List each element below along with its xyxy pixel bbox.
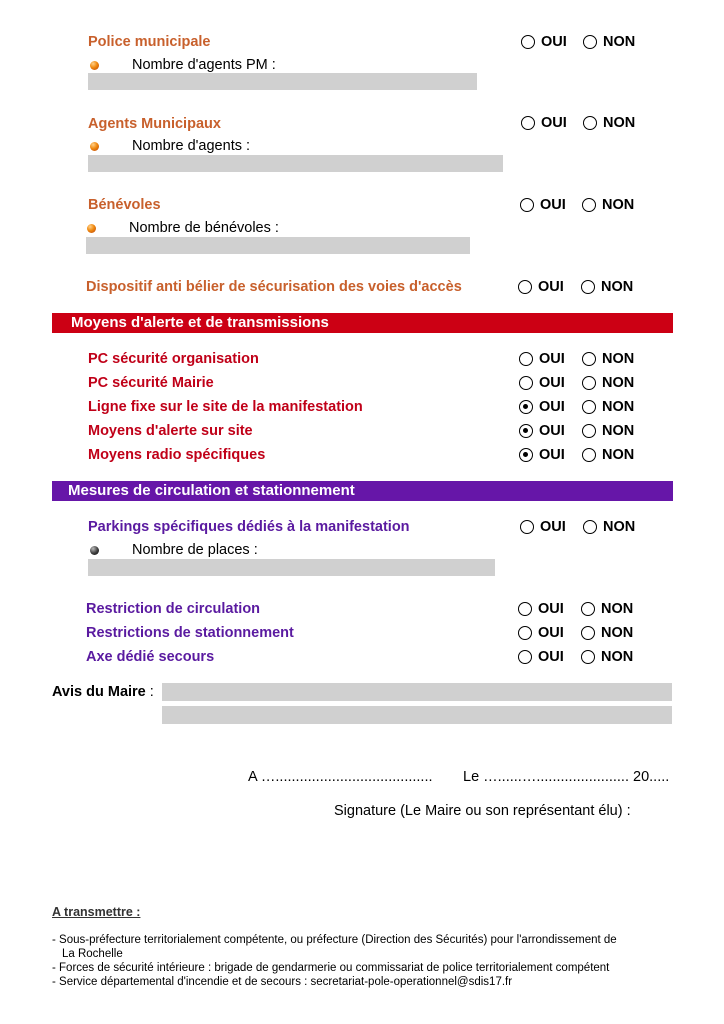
circ-0-non-radio[interactable]: [581, 602, 595, 616]
place-field[interactable]: A ….......................................: [248, 769, 433, 785]
transmettre-line: - Sous-préfecture territorialement compétente, ou préfecture (Direction des Sécurités) pour l'arrondissement de: [52, 934, 617, 946]
non-label: NON: [602, 375, 635, 391]
date-field[interactable]: Le …......…....................... 20.....: [463, 769, 670, 785]
non-label: NON: [602, 351, 635, 367]
police-non-label: NON: [603, 34, 636, 50]
non-label: NON: [602, 399, 635, 415]
bullet-icon: [87, 224, 96, 233]
alerte-item-label: Moyens radio spécifiques: [88, 447, 266, 463]
agents-count-field[interactable]: [88, 155, 503, 172]
section-circulation-title: Mesures de circulation et stationnement: [68, 482, 355, 499]
benevoles-oui-radio[interactable]: [520, 198, 534, 212]
belier-non-radio[interactable]: [581, 280, 595, 294]
belier-oui-radio[interactable]: [518, 280, 532, 294]
non-label: NON: [601, 601, 634, 617]
bullet-icon: [90, 546, 99, 555]
transmettre-line: - Forces de sécurité intérieure : brigade de gendarmerie ou commissariat de police territorialement compétent: [52, 962, 610, 974]
avis-field-line1[interactable]: [162, 683, 672, 701]
police-oui-radio[interactable]: [521, 35, 535, 49]
parkings-label: Parkings spécifiques dédiés à la manifestation: [88, 519, 410, 535]
circ-1-oui-radio[interactable]: [518, 626, 532, 640]
oui-label: OUI: [539, 447, 565, 463]
agents-municipaux-label: Agents Municipaux: [88, 116, 221, 132]
bullet-icon: [90, 142, 99, 151]
oui-label: OUI: [540, 519, 566, 535]
police-municipale-label: Police municipale: [88, 34, 211, 50]
agents-non-radio[interactable]: [583, 116, 597, 130]
transmettre-line: - Service départemental d'incendie et de secours : secretariat-pole-operationnel@sdis17.fr: [52, 976, 513, 988]
transmettre-title: A transmettre :: [52, 905, 141, 919]
parkings-non-radio[interactable]: [583, 520, 597, 534]
alerte-3-oui-radio[interactable]: [519, 424, 533, 438]
section-circulation-header: [52, 481, 673, 501]
oui-label: OUI: [538, 649, 564, 665]
benevoles-label: Bénévoles: [88, 197, 161, 213]
oui-label: OUI: [538, 601, 564, 617]
alerte-0-non-radio[interactable]: [582, 352, 596, 366]
alerte-3-non-radio[interactable]: [582, 424, 596, 438]
non-label: NON: [603, 519, 636, 535]
benevoles-oui-label: OUI: [540, 197, 566, 213]
agents-non-label: NON: [603, 115, 636, 131]
avis-field-line2[interactable]: [162, 706, 672, 724]
non-label: NON: [602, 447, 635, 463]
circ-2-non-radio[interactable]: [581, 650, 595, 664]
benevoles-non-radio[interactable]: [582, 198, 596, 212]
oui-label: OUI: [539, 399, 565, 415]
alerte-4-non-radio[interactable]: [582, 448, 596, 462]
alerte-item-label: Ligne fixe sur le site de la manifestation: [88, 399, 363, 415]
circ-1-non-radio[interactable]: [581, 626, 595, 640]
alerte-2-non-radio[interactable]: [582, 400, 596, 414]
circulation-item-label: Axe dédié secours: [86, 649, 215, 665]
anti-belier-label: Dispositif anti bélier de sécurisation des voies d'accès: [86, 279, 462, 295]
avis-maire: [52, 684, 154, 700]
places-count-label: Nombre de places :: [132, 542, 258, 558]
benevoles-non-label: NON: [602, 197, 635, 213]
police-count-field[interactable]: [88, 73, 477, 90]
benevoles-count-label: Nombre de bénévoles :: [129, 220, 279, 236]
police-count-label: Nombre d'agents PM :: [132, 57, 276, 73]
section-alerte-title: Moyens d'alerte et de transmissions: [71, 314, 329, 331]
bullet-icon: [90, 61, 99, 70]
police-non-radio[interactable]: [583, 35, 597, 49]
belier-oui-label: OUI: [538, 279, 564, 295]
oui-label: OUI: [539, 375, 565, 391]
transmettre-line: La Rochelle: [62, 948, 123, 960]
alerte-item-label: PC sécurité Mairie: [88, 375, 214, 391]
agents-oui-label: OUI: [541, 115, 567, 131]
circ-0-oui-radio[interactable]: [518, 602, 532, 616]
parkings-oui-radio[interactable]: [520, 520, 534, 534]
avis-maire-label: Avis du Maire: [52, 684, 146, 700]
oui-label: OUI: [538, 625, 564, 641]
circ-2-oui-radio[interactable]: [518, 650, 532, 664]
alerte-1-non-radio[interactable]: [582, 376, 596, 390]
non-label: NON: [602, 423, 635, 439]
places-count-field[interactable]: [88, 559, 495, 576]
non-label: NON: [601, 625, 634, 641]
alerte-2-oui-radio[interactable]: [519, 400, 533, 414]
alerte-4-oui-radio[interactable]: [519, 448, 533, 462]
signature-label: Signature (Le Maire ou son représentant élu) :: [334, 803, 631, 819]
oui-label: OUI: [539, 351, 565, 367]
section-alerte-header: [52, 313, 673, 333]
circulation-item-label: Restrictions de stationnement: [86, 625, 294, 641]
agents-count-label: Nombre d'agents :: [132, 138, 251, 154]
alerte-item-label: PC sécurité organisation: [88, 351, 259, 367]
belier-non-label: NON: [601, 279, 634, 295]
agents-oui-radio[interactable]: [521, 116, 535, 130]
alerte-1-oui-radio[interactable]: [519, 376, 533, 390]
alerte-item-label: Moyens d'alerte sur site: [88, 423, 253, 439]
police-oui-label: OUI: [541, 34, 567, 50]
avis-maire-colon: :: [149, 684, 154, 700]
alerte-0-oui-radio[interactable]: [519, 352, 533, 366]
oui-label: OUI: [539, 423, 565, 439]
non-label: NON: [601, 649, 634, 665]
benevoles-count-field[interactable]: [86, 237, 470, 254]
circulation-item-label: Restriction de circulation: [86, 601, 261, 617]
